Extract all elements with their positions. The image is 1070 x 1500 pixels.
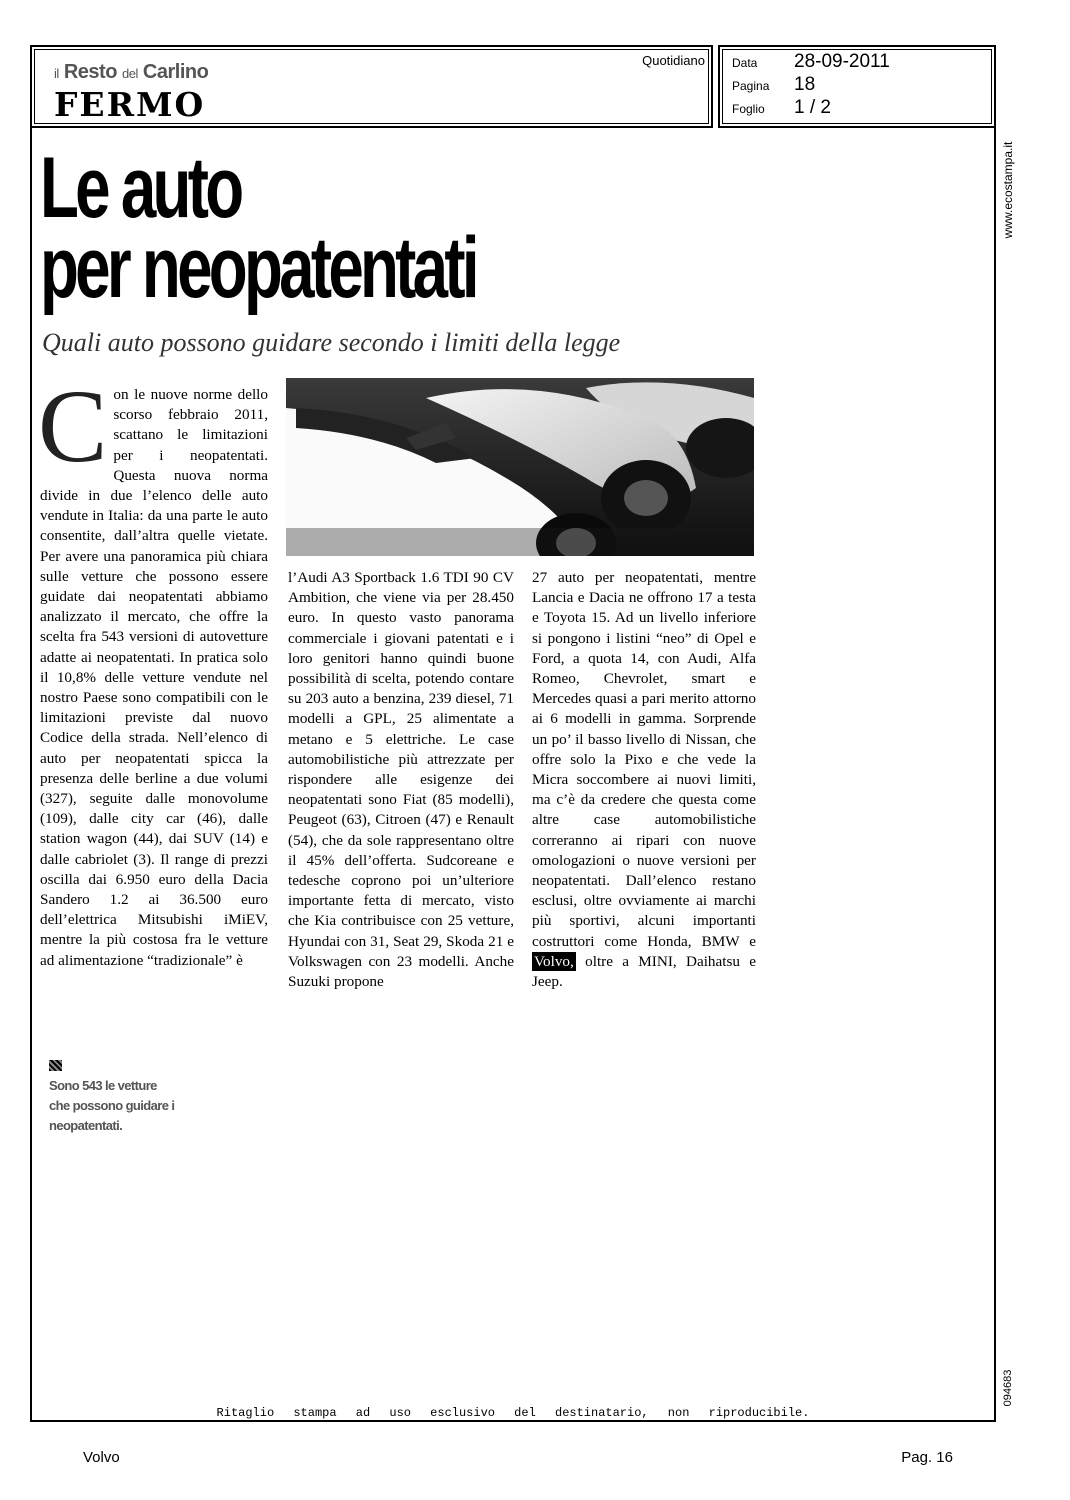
footer-keyword: Volvo: [83, 1449, 120, 1466]
article-column-3: 27 auto per neopatentati, mentre Lancia e Dacia ne offrono 17 a testa e Toyota 15. Ad un livello inferiore si pongono i listini “neo” di Opel e Ford, a quota 14, con Audi, Alfa Romeo, Chevrolet, smart e Mercedes quasi a pari merito attorno ai 6 modelli in gamma. Sorprende un po’ il basso livello di Nissan, che offre solo la Pixo e che vede la Micra soccombere ai nuovi limiti, ma c’è da credere che questa come altre case automobilistiche correranno ai ripari con nuove omologazioni o nuove versioni per neopatentati. Dall’elenco restano esclusi, oltre ovviamente ai marchi più sportivi, alcuni importanti costruttori come Honda, BMW e Volvo, oltre a MINI, Daihatsu e Jeep.: [532, 569, 757, 991]
article-column-2: l’Audi A3 Sportback 1.6 TDI 90 CV Ambition, che viene via per 28.450 euro. In questo vasto panorama commerciale i giovani patentati e i loro genitori hanno quindi buone possibilità di scelta, potendo contare su 203 auto a benzina, 239 diesel, 71 modelli a GPL, 25 alimentate a metano e 5 elettriche. Le case automobilistiche più attrezzate per rispondere alle esigenze dei neopatentati sono Fiat (85 modelli), Peugeot (63), Citroen (47) e Renault (54), che da sole rappresentano oltre il 45% dell’offerta. Sudcoreane e tedesche coprono poi un’ulteriore importante fetta di mercato, visto che Kia contribuisce con 25 vetture, Hyundai con 31, Seat 29, Skoda 21 e Volkswagen con 23 modelli. Anche Suzuki propone: [288, 569, 514, 991]
parked-cars-image: [286, 378, 754, 556]
article-column-1: Con le nuove norme dello scorso febbraio 2011, scattano le limitazioni per i neopatentati. Questa nuova norma divide in due l’elenco delle auto vendute in Italia: da una parte le auto consentite, dall’altra quelle vietate. Per avere una panoramica più chiara sulle vetture che possono essere guidate dai neopatentati abbiamo analizzato il mercato, che offre la scelta fra 543 versioni di autovetture adatte ai neopatentati. In pratica solo il 10,8% delle vetture vendute nel nostro Paese sono compatibili con le limitazioni previste dal nuovo Codice della strada. Nell’elenco di auto per neopatentati spicca la presenza delle berline a due volumi (327), seguite dalle monovolume (109), dalle city car (46), dalle station wagon (44), dai SUV (14) e dalle cabriolet (3). Il range di prezzi oscilla dai 6.950 euro della Dacia Sandero 1.2 ai 36.500 euro dell’elettrica Mitsubishi iMiEV, mentre la più costosa fra le vetture ad alimentazione “tradizionale” è: [38, 369, 268, 969]
footer-note: Ritaglio stampa ad uso esclusivo del destinatario, non riproducibile.: [216, 1406, 810, 1420]
callout-text: Sono 543 le vetture che possono guidare i neopatentati.: [49, 1078, 175, 1133]
side-url: www.ecostampa.it: [1001, 141, 1015, 239]
article-photo: [286, 378, 754, 556]
drop-cap: C: [38, 369, 108, 484]
callout-icon: [49, 1060, 62, 1071]
metadata-box: Data 28-09-2011 Pagina 18 Foglio 1 / 2: [718, 45, 996, 128]
masthead-box: [30, 45, 713, 128]
headline: Le auto per neopatentati: [40, 140, 476, 316]
highlighted-keyword: Volvo,: [534, 952, 574, 970]
footer-page-number: Pag. 16: [901, 1449, 953, 1466]
edition-name: FERMO: [54, 85, 206, 124]
publication-type: Quotidiano: [642, 53, 705, 68]
subtitle: Quali auto possono guidare secondo i limiti della legge: [42, 328, 621, 357]
side-code: 094683: [1002, 1369, 1014, 1407]
newspaper-name: il Resto del Carlino: [54, 61, 209, 83]
